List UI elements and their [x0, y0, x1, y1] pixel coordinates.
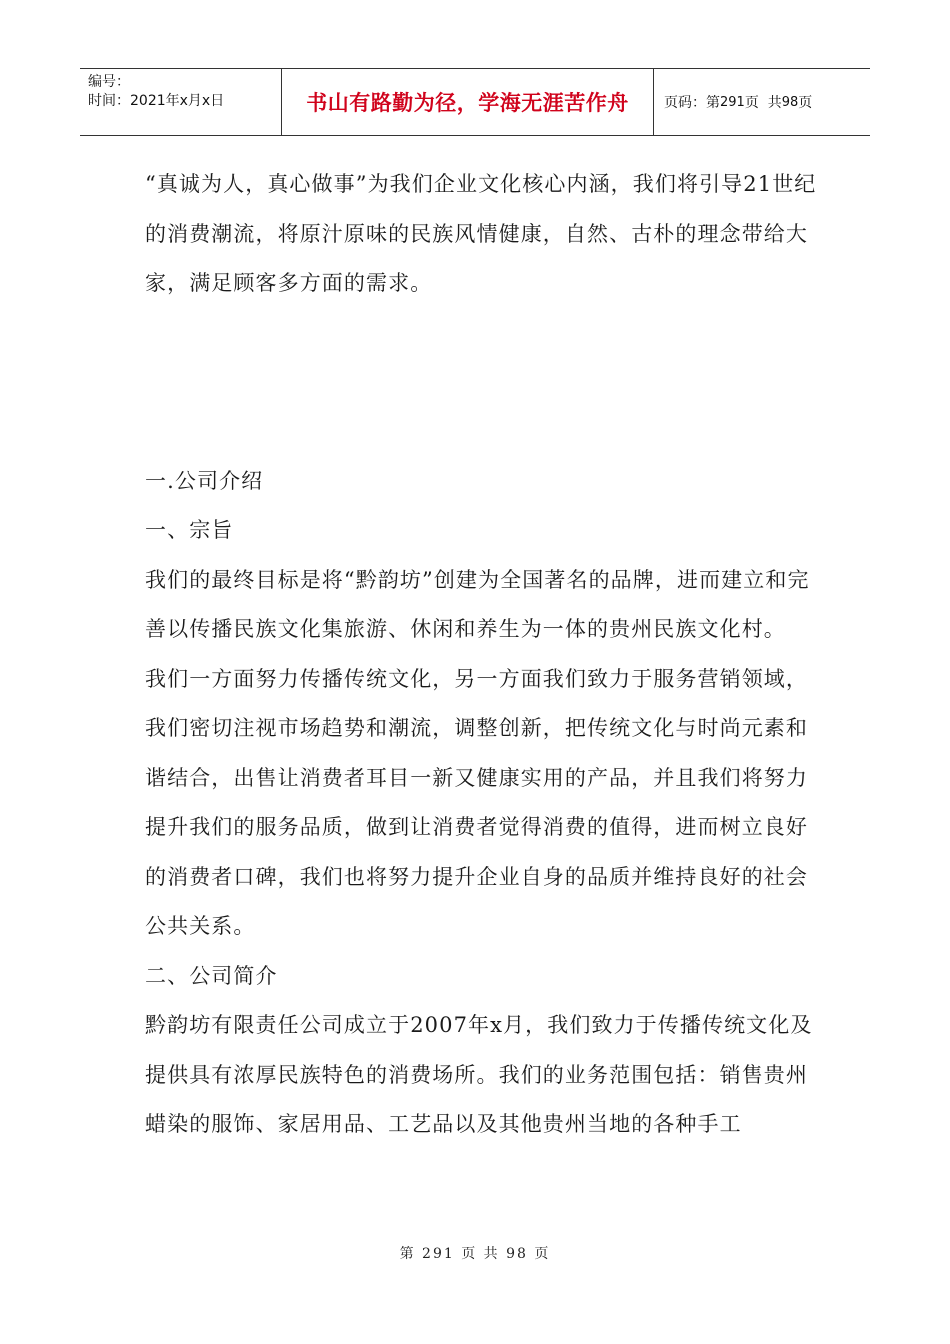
page-header: [80, 68, 870, 136]
subsection-title-purpose: 一、宗旨: [145, 518, 234, 542]
header-motto: 书山有路勤为径，学海无涯苦作舟: [282, 69, 654, 135]
section-title: 一.公司介绍: [145, 468, 264, 493]
purpose-paragraph-2: 我们一方面努力传播传统文化，另一方面我们致力于服务营销领域，我们密切注视市场趋势和潮流，调整创新，把传统文化与时尚元素和谐结合，出售让消费者耳目一新又健康实用的产品，并且我们将努力提升我们的服务品质，做到让消费者觉得消费的值得，进而树立良好的消费者口碑，我们也将努力提升企业自身的品质并维持良好的社会公共关系。: [145, 666, 808, 938]
page-total: 98: [781, 94, 799, 110]
number-label: 编号：: [88, 74, 130, 90]
header-page-info: [654, 69, 870, 135]
header-meta: [80, 69, 282, 135]
purpose-paragraph-1: 我们的最终目标是将“黔韵坊”创建为全国著名的品牌，进而建立和完善以传播民族文化集旅游、休闲和养生为一体的贵州民族文化村。: [145, 567, 810, 641]
spacer: [145, 309, 825, 457]
document-body: [145, 160, 825, 1150]
page-label: 页码：第: [664, 95, 720, 111]
page-current: 291: [720, 94, 745, 110]
subsection-title-profile: 二、公司简介: [145, 963, 278, 988]
page-footer: 第 291 页 共 98 页: [399, 1246, 551, 1262]
time-label: 时间：2021年x月x日: [88, 93, 225, 109]
intro-paragraph: “真诚为人，真心做事”为我们企业文化核心内涵，我们将引导21世纪的消费潮流，将原汁原味的民族风情健康，自然、古朴的理念带给大家，满足顾客多方面的需求。: [145, 172, 817, 295]
page-suffix: 页: [798, 95, 813, 111]
profile-paragraph-1: 黔韵坊有限责任公司成立于2007年x月，我们致力于传播传统文化及提供具有浓厚民族特色的消费场所。我们的业务范围包括：销售贵州蜡染的服饰、家居用品、工艺品以及其他贵州当地的各种手工: [145, 1013, 813, 1136]
page-mid: 页 共: [744, 95, 782, 111]
